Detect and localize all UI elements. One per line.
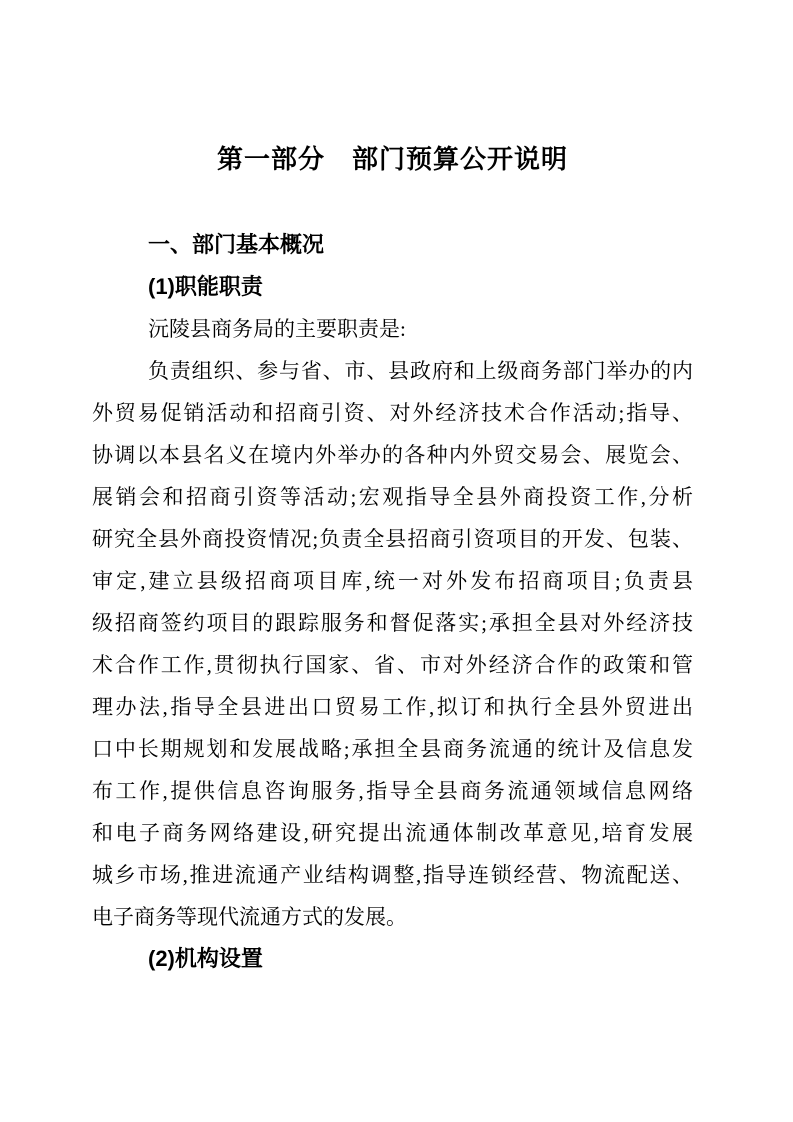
body-paragraph bbox=[92, 308, 693, 938]
paragraph-line: 城乡市场,推进流通产业结构调整,指导连锁经营、物流配送、 bbox=[92, 863, 693, 887]
paragraph-line: 布工作,提供信息咨询服务,指导全县商务流通领域信息网络 bbox=[92, 779, 693, 803]
paragraph-line: 外贸易促销活动和招商引资、对外经济技术合作活动;指导、 bbox=[92, 401, 693, 425]
paragraph-line: 级招商签约项目的跟踪服务和督促落实;承担全县对外经济技 bbox=[92, 611, 693, 635]
section-heading-basic-overview: 一、部门基本概况 bbox=[148, 232, 325, 257]
paragraph-line: 审定,建立县级招商项目库,统一对外发布招商项目;负责县 bbox=[92, 569, 693, 593]
document-title: 第一部分 部门预算公开说明 bbox=[216, 144, 568, 174]
paragraph-intro-line: 沅陵县商务局的主要职责是: bbox=[148, 317, 406, 341]
paragraph-line: 负责组织、参与省、市、县政府和上级商务部门举办的内 bbox=[148, 359, 693, 383]
paragraph-line: 术合作工作,贯彻执行国家、省、市对外经济合作的政策和管 bbox=[92, 653, 693, 677]
paragraph-line: 研究全县外商投资情况;负责全县招商引资项目的开发、包装、 bbox=[92, 527, 693, 551]
paragraph-line: 电子商务等现代流通方式的发展。 bbox=[92, 905, 407, 929]
paragraph-line: 口中长期规划和发展战略;承担全县商务流通的统计及信息发 bbox=[92, 737, 693, 761]
paragraph-line: 展销会和招商引资等活动;宏观指导全县外商投资工作,分析 bbox=[92, 485, 693, 509]
paragraph-line: 协调以本县名义在境内外举办的各种内外贸交易会、展览会、 bbox=[92, 443, 693, 467]
paragraph-line: 和电子商务网络建设,研究提出流通体制改革意见,培育发展 bbox=[92, 821, 693, 845]
subsection-heading-duties: (1)职能职责 bbox=[148, 274, 263, 299]
paragraph-line: 理办法,指导全县进出口贸易工作,拟订和执行全县外贸进出 bbox=[92, 695, 693, 719]
subsection-heading-org-structure: (2)机构设置 bbox=[148, 946, 263, 971]
